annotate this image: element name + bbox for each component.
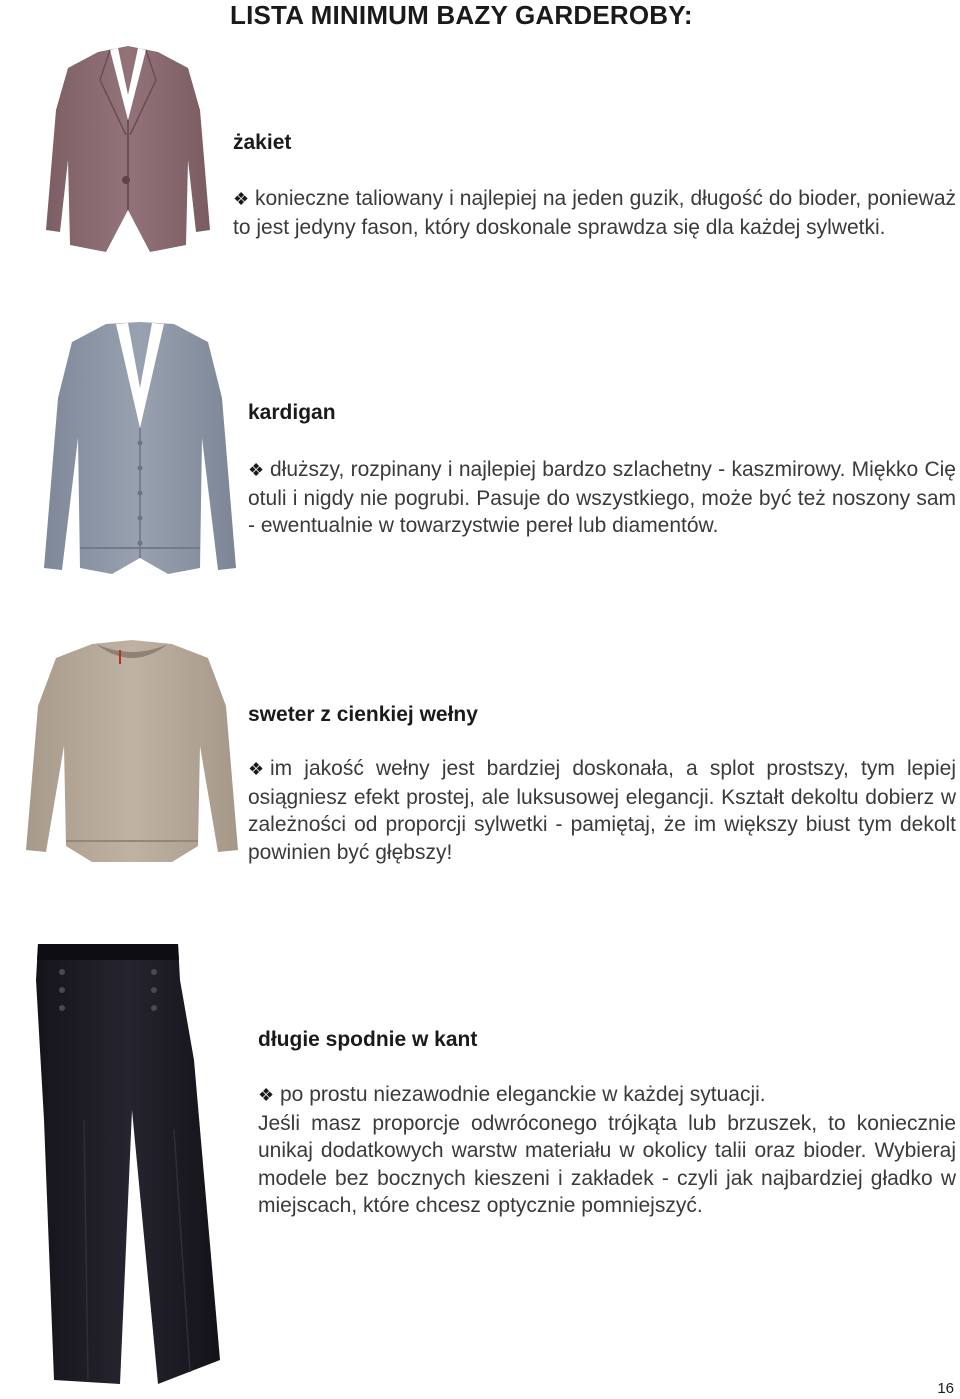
item-heading-cardigan: kardigan (248, 401, 336, 424)
blazer-image (38, 40, 218, 265)
item-description-cardigan (248, 456, 956, 540)
item-heading-sweater: sweter z cienkiej wełny (248, 703, 478, 726)
page-number: 16 (937, 1380, 954, 1397)
diamond-bullet-icon: ❖ (233, 189, 250, 209)
item-paragraph: ❖ konieczne taliowany i najlepiej na jeden guzik, długość do bioder, ponieważ to jest jedyny fason, który doskonale sprawdza się dla każdej sylwetki. (233, 187, 956, 239)
diamond-bullet-icon: ❖ (248, 759, 265, 779)
item-description-sweater (248, 755, 956, 866)
cardigan-image (40, 318, 240, 586)
diamond-bullet-icon: ❖ (248, 460, 265, 480)
item-paragraph: Jeśli masz proporcje odwróconego trójkąta lub brzuszek, to koniecznie unikaj dodatkowych warstw materiału w okolicy talii oraz bioder. Wybieraj modele bez bocznych kieszeni i zakładek - czyli jak najbardziej gładko w miejscach, które chcesz optycznie pomniejszyć. (258, 1111, 956, 1217)
sweater-image (22, 636, 242, 868)
item-heading-blazer: żakiet (233, 131, 292, 154)
item-description-trousers (258, 1081, 956, 1220)
item-heading-trousers: długie spodnie w kant (258, 1028, 478, 1051)
item-description-blazer (233, 185, 956, 241)
diamond-bullet-icon: ❖ (258, 1085, 275, 1105)
page-title: LISTA MINIMUM BAZY GARDEROBY: (230, 0, 693, 30)
item-paragraph: ❖ po prostu niezawodnie eleganckie w każdej sytuacji. (258, 1081, 956, 1110)
item-paragraph: ❖ dłuższy, rozpinany i najlepiej bardzo szlachetny - kaszmirowy. Miękko Cię otuli i nigdy nie pogrubi. Pasuje do wszystkiego, może być też noszony sam - ewentualnie w towarzystwie pereł lub diamentów. (248, 458, 956, 537)
trousers-image (24, 940, 248, 1386)
item-paragraph: ❖ im jakość wełny jest bardziej doskonała, a splot prostszy, tym lepiej osiągniesz efekt prostej, ale luksusowej elegancji. Kształt dekoltu dobierz w zależności od proporcji sylwetki - pamiętaj, że im większy biust tym dekolt powinien być głębszy! (248, 757, 956, 864)
